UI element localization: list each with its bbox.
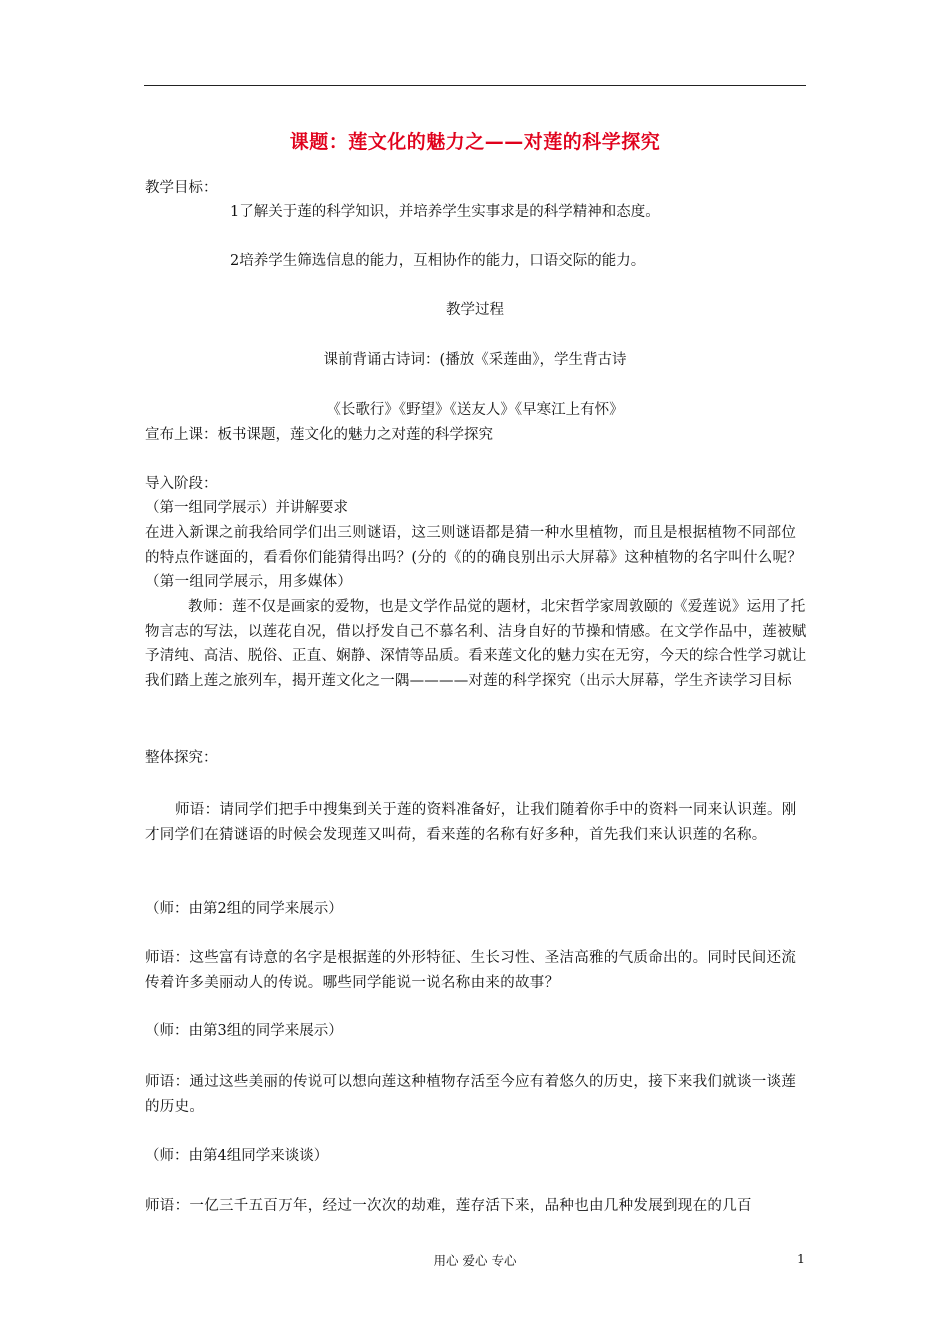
- group3-line: （师：由第3组的同学来展示）: [145, 1023, 343, 1039]
- intro-heading: 导入阶段：: [145, 476, 218, 492]
- document-title: 课题：莲文化的魅力之——对莲的科学探究: [289, 131, 661, 153]
- poems-line: 《长歌行》《野望》《送友人》《早寒江上有怀》: [326, 402, 624, 418]
- goals-heading: 教学目标：: [145, 180, 218, 196]
- goal-1: 1了解关于莲的科学知识，并培养学生实事求是的科学精神和态度。: [230, 204, 660, 220]
- teacher-say-2: 师语：这些富有诗意的名字是根据莲的外形特征、生长习性、圣洁高雅的气质命出的。同时民间还流传着许多美丽动人的传说。哪些同学能说一说名称由来的故事？: [145, 950, 797, 991]
- group1-line: （第一组同学展示）并讲解要求: [145, 500, 348, 516]
- recite-line: 课前背诵古诗词：(播放《采莲曲》，学生背古诗: [323, 352, 627, 368]
- teacher-say-4: 师语：一亿三千五百万年，经过一次次的劫难，莲存活下来，品种也由几种发展到现在的几百: [145, 1198, 752, 1214]
- announce-line: 宣布上课：板书课题，莲文化的魅力之对莲的科学探究: [145, 427, 493, 443]
- riddle-paragraph: 在进入新课之前我给同学们出三则谜语，这三则谜语都是猜一种水里植物，而且是根据植物不同部位的特点作谜面的，看看你们能猜得出吗？(分的《的的确良别出示大屏幕》这种植物的名字叫什么呢？（第一组同学展示，用多媒体）: [145, 525, 803, 590]
- page-number: 1: [797, 1251, 805, 1266]
- goal-2: 2培养学生筛选信息的能力，互相协作的能力，口语交际的能力。: [230, 253, 646, 269]
- explore-heading: 整体探究：: [145, 750, 218, 766]
- teacher-paragraph: 教师：莲不仅是画家的爱物，也是文学作品觉的题材，北宋哲学家周敦颐的《爱莲说》运用了托物言志的写法，以莲花自况，借以抒发自己不慕名利、洁身自好的节操和情感。在文学作品中，莲被赋予清纯、高洁、脱俗、正直、娴静、深情等品质。看来莲文化的魅力实在无穷，今天的综合性学习就让我们踏上莲之旅列车，揭开莲文化之一隅————对莲的科学探究（出示大屏幕，学生齐读学习目标: [145, 599, 807, 689]
- process-heading: 教学过程: [446, 302, 504, 318]
- page-footer: 用心 爱心 专心: [433, 1253, 517, 1268]
- group2-line: （师：由第2组的同学来展示）: [145, 901, 343, 917]
- header-rule: [144, 85, 806, 86]
- teacher-say-3: 师语：通过这些美丽的传说可以想向莲这种植物存活至今应有着悠久的历史，接下来我们就谈一谈莲的历史。: [145, 1074, 797, 1115]
- group4-line: （师：由第4组同学来谈谈）: [145, 1148, 329, 1164]
- teacher-say-1: 师语：请同学们把手中搜集到关于莲的资料准备好，让我们随着你手中的资料一同来认识莲。刚才同学们在猜谜语的时候会发现莲又叫荷，看来莲的名称有好多种，首先我们来认识莲的名称。: [145, 802, 797, 843]
